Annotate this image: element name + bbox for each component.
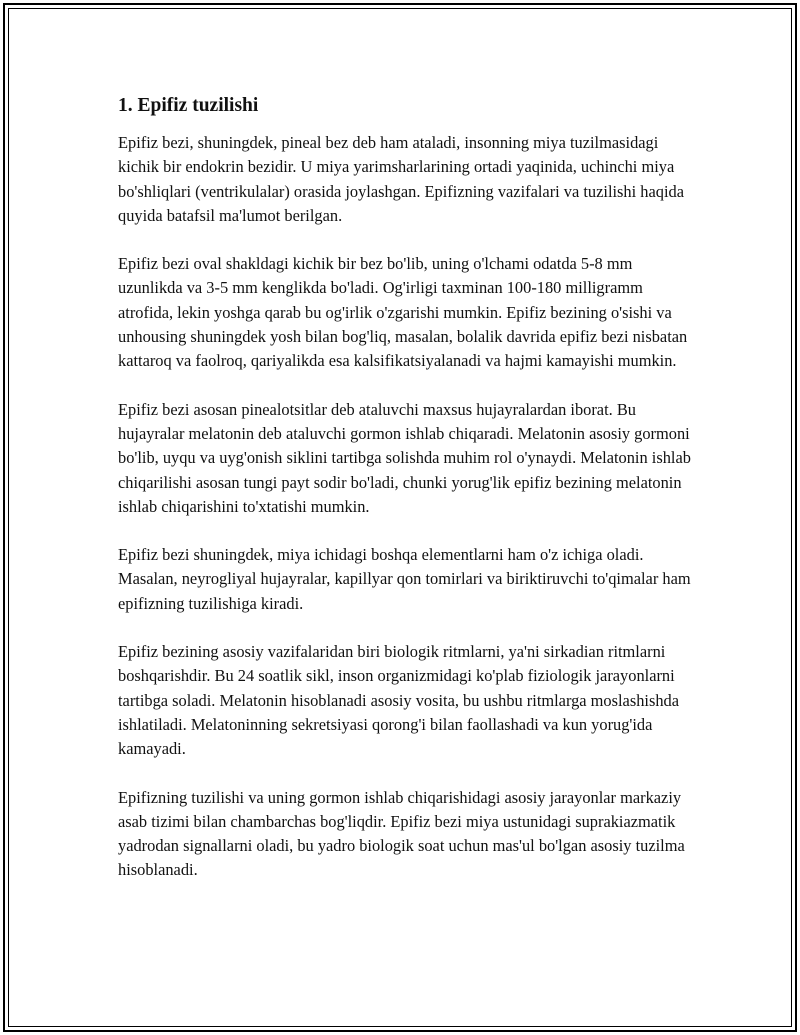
- section-heading: 1. Epifiz tuzilishi: [118, 95, 259, 116]
- paragraph-1: Epifiz bezi, shuningdek, pineal bez deb ham ataladi, insonning miya tuzilmasidagi kichik bir endokrin bezidir. U miya yarimsharlarining ortadi yaqinida, uchinchi miya bo'shliqlari (ventrikulalar) orasida joylashgan. Epifizning vazifalari va tuzilishi haqida quyida batafsil ma'lumot berilgan.: [118, 133, 684, 225]
- paragraph-3: Epifiz bezi asosan pinealotsitlar deb ataluvchi maxsus hujayralardan iborat. Bu hujayralar melatonin deb ataluvchi gormon ishlab chiqaradi. Melatonin asosiy gormoni bo'lib, uyqu va uyg'onish siklini tartibga solishda muhim rol o'ynaydi. Melatonin ishlab chiqarilishi asosan tungi payt sodir bo'ladi, chunki yorug'lik epifiz bezining melatonin ishlab chiqarishini to'xtatishi mumkin.: [118, 399, 691, 516]
- document-body: [118, 94, 698, 907]
- paragraph-6: Epifizning tuzilishi va uning gormon ishlab chiqarishidagi asosiy jarayonlar markaziy asab tizimi bilan chambarchas bog'liqdir. Epifiz bezi miya ustunidagi suprakiazmatik yadrodan signallarni oladi, bu yadro biologik soat uchun mas'ul bo'lgan asosiy tuzilma hisoblanadi.: [118, 787, 685, 880]
- paragraph-4: Epifiz bezi shuningdek, miya ichidagi boshqa elementlarni ham o'z ichiga oladi. Masalan, neyrogliyal hujayralar, kapillyar qon tomirlari va biriktiruvchi to'qimalar ham epifizning tuzilishiga kiradi.: [118, 545, 691, 613]
- paragraph-5: Epifiz bezining asosiy vazifalaridan biri biologik ritmlarni, ya'ni sirkadian ritmlarni boshqarishdir. Bu 24 soatlik sikl, inson organizmidagi ko'plab fiziologik jarayonlarni tartibga soladi. Melatonin hisoblanadi asosiy vosita, bu ushbu ritmlarga moslashishda ishlatiladi. Melatoninning sekretsiyasi qorong'i bilan faollashadi va kun yorug'ida kamayadi.: [118, 642, 680, 759]
- paragraph-2: Epifiz bezi oval shakldagi kichik bir bez bo'lib, uning o'lchami odatda 5-8 mm uzunlikda va 3-5 mm kenglikda bo'ladi. Og'irligi taxminan 100-180 milligramm atrofida, lekin yoshga qarab bu og'irlik o'zgarishi mumkin. Epifiz bezining o'sishi va unhousing shuningdek yosh bilan bog'liq, masalan, bolalik davrida epifiz bezi nisbatan kattaroq va faolroq, qariyalikda esa kalsifikatsiyalanadi va hajmi kamayishi mumkin.: [118, 254, 688, 371]
